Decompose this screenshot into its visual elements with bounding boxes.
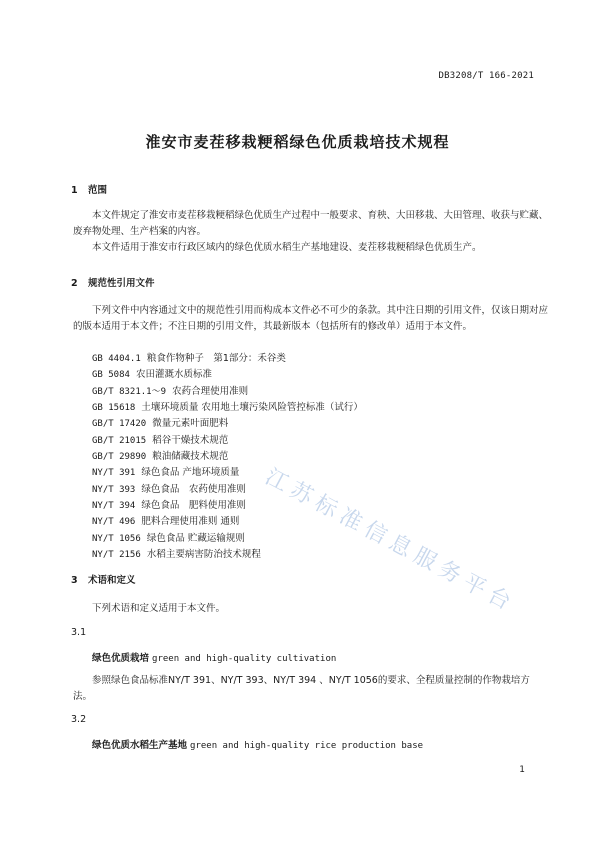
reference-item [92, 367, 363, 383]
term-entry [92, 737, 423, 751]
document-title: 淮安市麦茬移栽粳稻绿色优质栽培技术规程 [145, 133, 450, 151]
reference-name: 微量元素叶面肥料 [152, 418, 229, 430]
reference-name: 绿色食品 农药使用准则 [141, 483, 246, 495]
section-number: 1 [71, 185, 78, 196]
reference-code: GB 15618 [92, 403, 136, 414]
section-number: 2 [71, 278, 78, 289]
reference-item [92, 384, 363, 400]
subclause-number: 3.2 [71, 714, 87, 725]
section-number: 3 [71, 575, 78, 586]
term-chinese: 绿色优质水稻生产基地 [92, 740, 188, 751]
reference-code: GB/T 21015 [92, 435, 147, 446]
reference-code: NY/T 393 [92, 484, 136, 495]
reference-item [92, 416, 363, 432]
section-2-heading [71, 275, 155, 289]
reference-name: 粮油储藏技术规范 [152, 451, 229, 463]
term-english: green and high-quality cultivation [152, 654, 337, 664]
reference-name: 绿色食品 贮藏运输规则 [146, 532, 245, 544]
reference-code: NY/T 2156 [92, 550, 141, 561]
reference-item [92, 351, 363, 367]
normative-intro: 下列文件中内容通过文中的规范性引用而构成本文件必不可少的条款。其中注日期的引用文件，仅该日期对应的版本适用于本文件；不注日期的引用文件，其最新版本（包括所有的修改单）适用于本文件。 [73, 305, 549, 332]
reference-name: 农药合理使用准则 [172, 385, 249, 397]
section-title: 规范性引用文件 [88, 278, 155, 289]
terms-intro: 下列术语和定义适用于本文件。 [92, 603, 226, 614]
reference-name: 土壤环境质量 农用地土壤污染风险管控标准（试行） [141, 402, 363, 414]
section-1-heading [71, 182, 107, 196]
reference-name: 稻谷干燥技术规范 [152, 434, 229, 446]
reference-code: NY/T 1056 [92, 533, 141, 544]
section-title: 范围 [88, 185, 108, 196]
reference-code: GB 4404.1 [92, 354, 141, 364]
page-number: 1 [519, 765, 525, 775]
reference-item [92, 433, 363, 449]
reference-name: 水稻主要病害防治技术规程 [146, 549, 261, 561]
reference-list [92, 351, 363, 563]
subclause-number: 3.1 [71, 627, 87, 638]
section-title: 术语和定义 [88, 575, 136, 586]
reference-code: GB 5084 [92, 370, 130, 381]
reference-code: NY/T 394 [92, 501, 136, 512]
reference-item [92, 531, 363, 547]
term-english: green and high-quality rice production base [190, 741, 424, 751]
section-3-heading [71, 572, 136, 586]
reference-name: 绿色食品 产地环境质量 [141, 467, 240, 479]
reference-item [92, 547, 363, 563]
reference-name: 农田灌溉水质标准 [135, 369, 212, 381]
reference-item [92, 400, 363, 416]
reference-code: GB/T 29890 [92, 452, 147, 463]
reference-name: 绿色食品 肥料使用准则 [141, 500, 246, 512]
document-number: DB3208/T 166-2021 [438, 71, 534, 81]
reference-item [92, 465, 363, 481]
reference-code: NY/T 496 [92, 517, 136, 528]
reference-code: GB/T 8321.1～9 [92, 386, 167, 397]
scope-paragraph-2: 本文件适用于淮安市行政区域内的绿色优质水稻生产基地建设、麦茬移栽粳稻绿色优质生产。 [92, 242, 482, 253]
term-chinese: 绿色优质栽培 [92, 653, 150, 664]
scope-paragraph-1: 本文件规定了淮安市麦茬移栽粳稻绿色优质生产过程中一般要求、育秧、大田移栽、大田管理、收获与贮藏、废弃物处理、生产档案的内容。 [73, 210, 549, 237]
reference-code: GB/T 17420 [92, 419, 147, 430]
term-definition: 参照绿色食品标准NY/T 391、NY/T 393、NY/T 394 、NY/T 1056的要求、全程质量控制的作物栽培方法。 [73, 675, 530, 702]
watermark-text: 江苏标准信息服务平台 [260, 464, 520, 618]
reference-item [92, 449, 363, 465]
reference-code: NY/T 391 [92, 468, 136, 479]
reference-name: 粮食作物种子 第1部分：禾谷类 [146, 353, 286, 364]
term-entry [92, 650, 336, 664]
reference-name: 肥料合理使用准则 通则 [141, 516, 240, 528]
